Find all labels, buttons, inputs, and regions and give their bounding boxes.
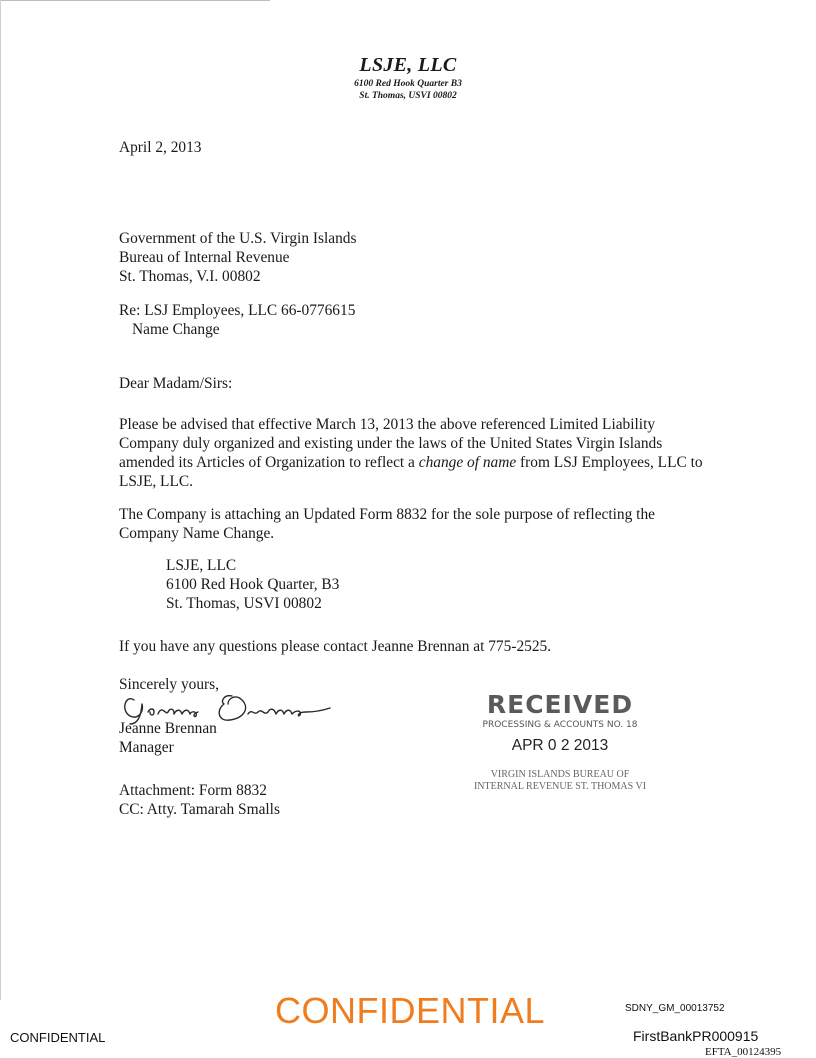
stamp-title: RECEIVED [486, 690, 634, 719]
address-line: 6100 Red Hook Quarter, B3 [166, 576, 340, 593]
recipient-line: St. Thomas, V.I. 00802 [119, 268, 261, 285]
scan-edge-left [0, 0, 1, 1000]
attachment-line: Attachment: Form 8832 [119, 782, 267, 799]
subject-line [119, 301, 355, 339]
subject-topic: Name Change [132, 321, 220, 338]
paragraph-text: Please be advised that effective March 13, 2013 the above referenced Limited Liability Company duly organized and existing under the laws of the United States Virgin Islands amended its Articles of Organization to reflect a [119, 416, 663, 471]
emphasis-text: change of name [418, 454, 517, 471]
cc-line: CC: Atty. Tamarah Smalls [119, 801, 280, 818]
recipient-address [119, 229, 356, 286]
signer-title: Manager [119, 739, 174, 756]
paragraph-text: from LSJ Employees, LLC to LSJE, LLC. [119, 454, 703, 490]
letterhead-address-line2: St. Thomas, USVI 00802 [359, 91, 457, 101]
recipient-line: Government of the U.S. Virgin Islands [119, 230, 357, 247]
stamp-department: VIRGIN ISLANDS BUREAU OF [490, 769, 630, 780]
scan-edge-top [0, 0, 270, 1]
received-stamp [440, 690, 680, 795]
stamp-department: INTERNAL REVENUE ST. THOMAS VI [473, 781, 647, 792]
confidential-watermark: CONFIDENTIAL [275, 990, 546, 1031]
stamp-subtitle: PROCESSING & ACCOUNTS NO. 18 [482, 720, 638, 730]
paragraph-name-change [119, 415, 709, 491]
attachments [119, 781, 280, 819]
signer-name: Jeanne Brennan [119, 720, 217, 737]
address-line: St. Thomas, USVI 00802 [166, 595, 322, 612]
subject-re: Re: LSJ Employees, LLC 66-0776615 [119, 302, 356, 319]
letterhead-address-line1: 6100 Red Hook Quarter B3 [354, 79, 462, 89]
stamp-date: APR 0 2 2013 [511, 737, 609, 754]
bates-number: SDNY_GM_00013752 [625, 1003, 725, 1014]
salutation: Dear Madam/Sirs: [119, 375, 233, 392]
letter-date: April 2, 2013 [119, 139, 202, 156]
confidential-label: CONFIDENTIAL [10, 1030, 106, 1045]
recipient-line: Bureau of Internal Revenue [119, 249, 290, 266]
signer-block [119, 719, 217, 757]
company-address-block [166, 556, 339, 613]
closing: Sincerely yours, [119, 676, 220, 693]
contact-line: If you have any questions please contact Jeanne Brennan at 775-2525. [119, 638, 552, 655]
address-line: LSJE, LLC [166, 557, 237, 574]
efta-number: EFTA_00124395 [705, 1046, 782, 1058]
company-name: LSJE, LLC [359, 54, 457, 76]
paragraph-attachment: The Company is attaching an Updated Form 8832 for the sole purpose of reflecting the Company Name Change. [119, 506, 655, 542]
production-id: FirstBankPR000915 [633, 1028, 759, 1044]
